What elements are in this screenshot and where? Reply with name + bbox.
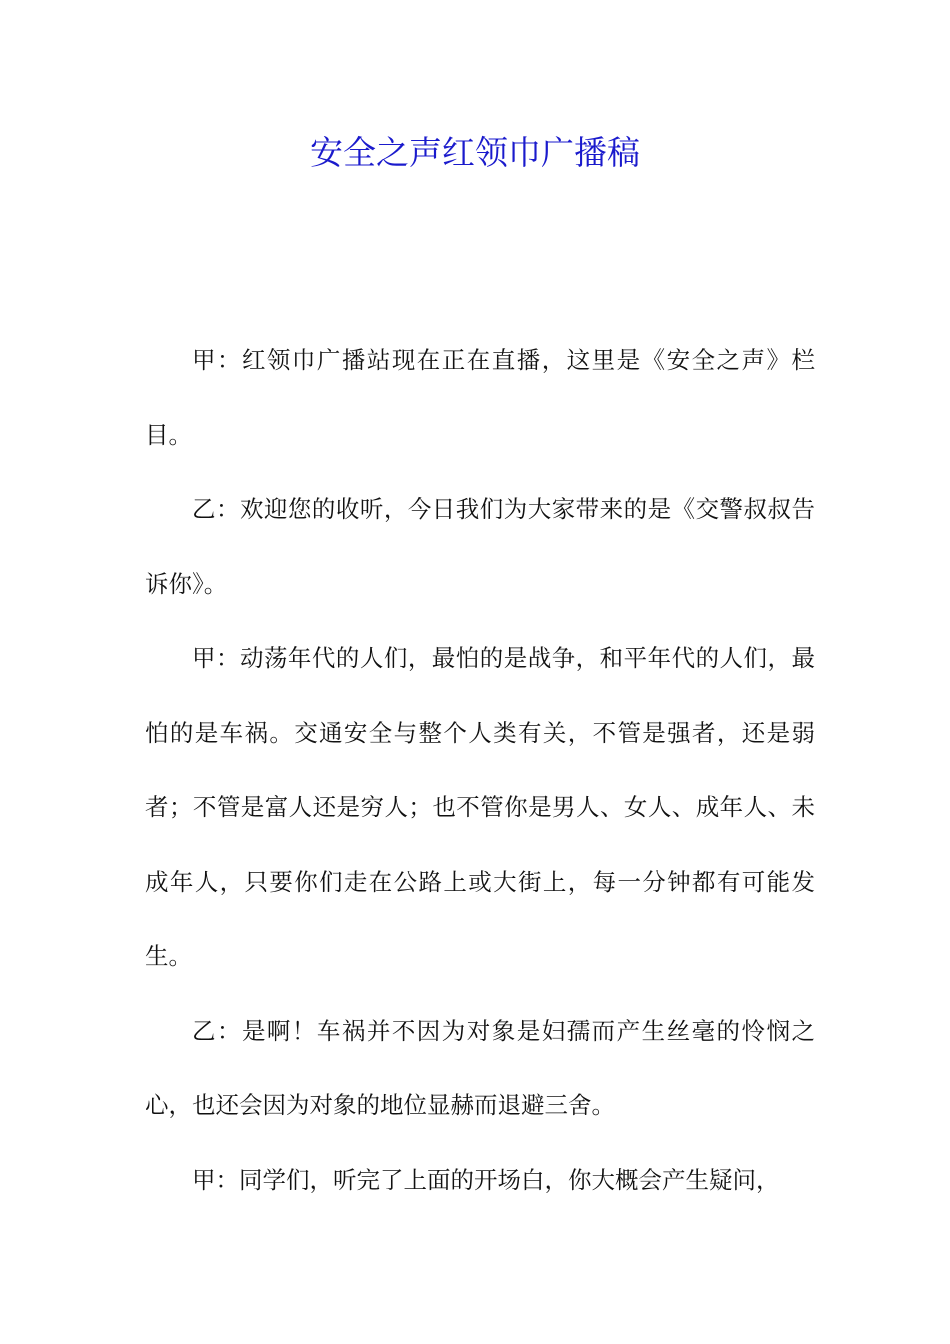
paragraph: 甲：红领巾广播站现在正在直播，这里是《安全之声》栏目。 <box>145 346 815 449</box>
document-title: 安全之声红领巾广播稿 <box>310 133 640 172</box>
paragraph: 甲：同学们，听完了上面的开场白，你大概会产生疑问， <box>192 1165 780 1194</box>
document-body <box>145 323 815 1217</box>
paragraph: 乙：欢迎您的收听，今日我们为大家带来的是《交警叔叔告诉你》。 <box>145 495 815 598</box>
paragraph: 甲：动荡年代的人们，最怕的是战争，和平年代的人们，最怕的是车祸。交通安全与整个人类有关，不管是强者，还是弱者；不管是富人还是穷人；也不管你是男人、女人、成年人、未成年人，只要你们走在公路上或大街上，每一分钟都有可能发生。 <box>145 644 815 970</box>
paragraph: 乙：是啊！车祸并不因为对象是妇孺而产生丝毫的怜悯之心，也还会因为对象的地位显赫而退避三舍。 <box>145 1016 815 1119</box>
